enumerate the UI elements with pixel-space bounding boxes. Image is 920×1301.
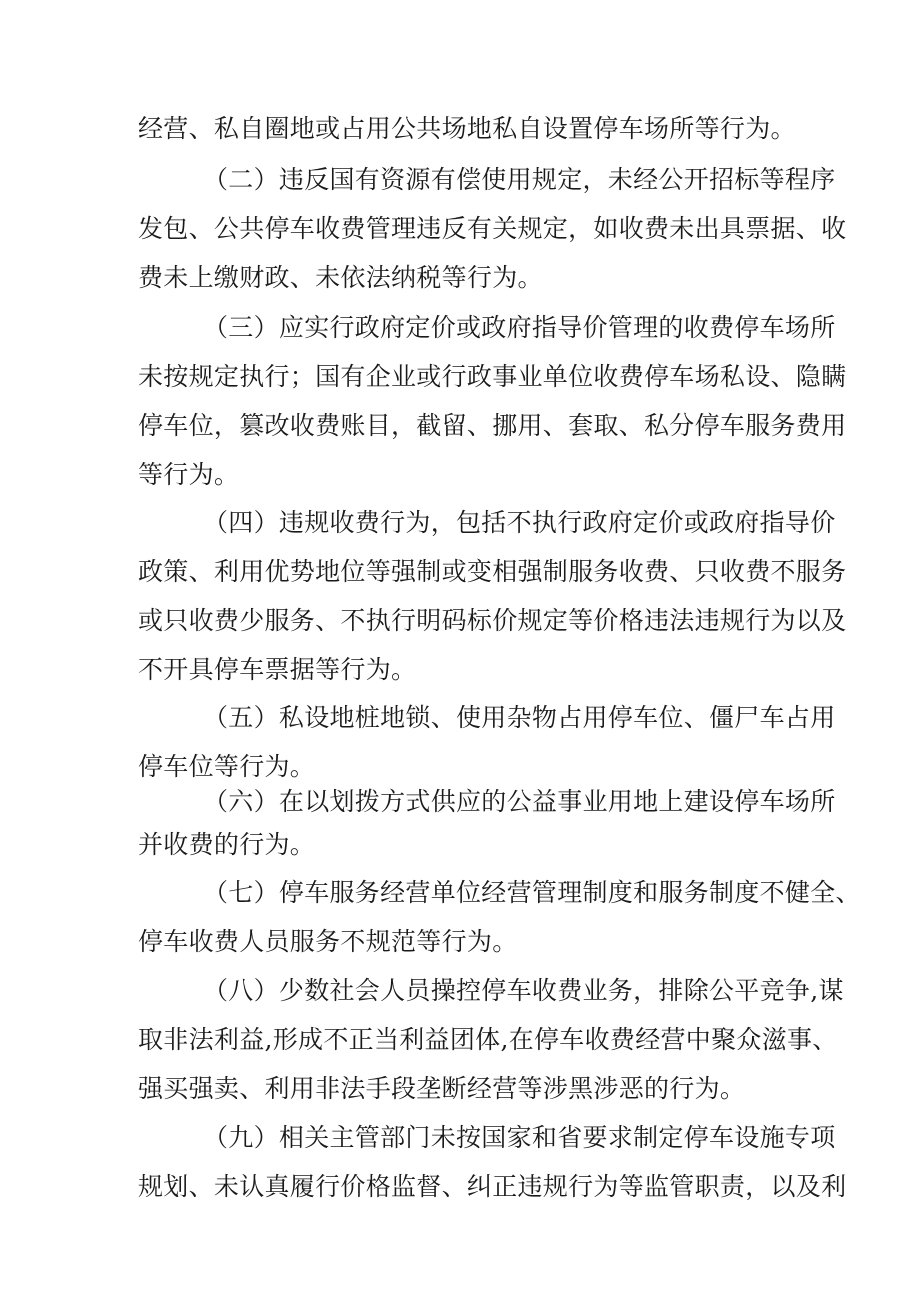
text-line: 经营、私自圈地或占用公共场地私自设置停车场所等行为。 [138, 114, 796, 143]
text-line: 规划、未认真履行价格监督、纠正违规行为等监管职责，以及利 [138, 1172, 847, 1201]
text-line: 不开具停车票据等行为。 [138, 655, 417, 684]
paragraph-6-start: （六）在以划拨方式供应的公益事业用地上建设停车场所 [203, 787, 836, 816]
paragraph-7-start: （七）停车服务经营单位经营管理制度和服务制度不健全、 [203, 878, 861, 907]
text-line: 政策、利用优势地位等强制或变相强制服务收费、只收费不服务 [138, 557, 847, 586]
text-line: 未按规定执行；国有企业或行政事业单位收费停车场私设、隐瞒 [138, 362, 847, 391]
text-line: 等行为。 [138, 460, 240, 489]
paragraph-8-start: （八）少数社会人员操控停车收费业务，排除公平竞争,谋 [203, 976, 844, 1005]
text-line: 并收费的行为。 [138, 830, 316, 859]
paragraph-5-start: （五）私设地桩地锁、使用杂物占用停车位、僵尸车占用 [203, 703, 836, 732]
paragraph-3-start: （三）应实行政府定价或政府指导价管理的收费停车场所 [203, 313, 836, 342]
text-line: 停车位，篡改收费账目，截留、挪用、套取、私分停车服务费用 [138, 411, 847, 440]
text-line: 发包、公共停车收费管理违反有关规定，如收费未出具票据、收 [138, 214, 847, 243]
text-line: 强买强卖、利用非法手段垄断经营等涉黑涉恶的行为。 [138, 1074, 746, 1103]
paragraph-2-start: （二）违反国有资源有偿使用规定，未经公开招标等程序 [203, 165, 836, 194]
paragraph-9-start: （九）相关主管部门未按国家和省要求制定停车设施专项 [203, 1123, 836, 1152]
text-line: 取非法利益,形成不正当利益团体,在停车收费经营中聚众滋事、 [138, 1025, 838, 1054]
text-line: 费未上缴财政、未依法纳税等行为。 [138, 263, 543, 292]
text-line: 停车收费人员服务不规范等行为。 [138, 927, 518, 956]
text-line: 或只收费少服务、不执行明码标价规定等价格违法违规行为以及 [138, 606, 847, 635]
text-line: 停车位等行为。 [138, 752, 316, 781]
paragraph-4-start: （四）违规收费行为，包括不执行政府定价或政府指导价 [203, 508, 836, 537]
